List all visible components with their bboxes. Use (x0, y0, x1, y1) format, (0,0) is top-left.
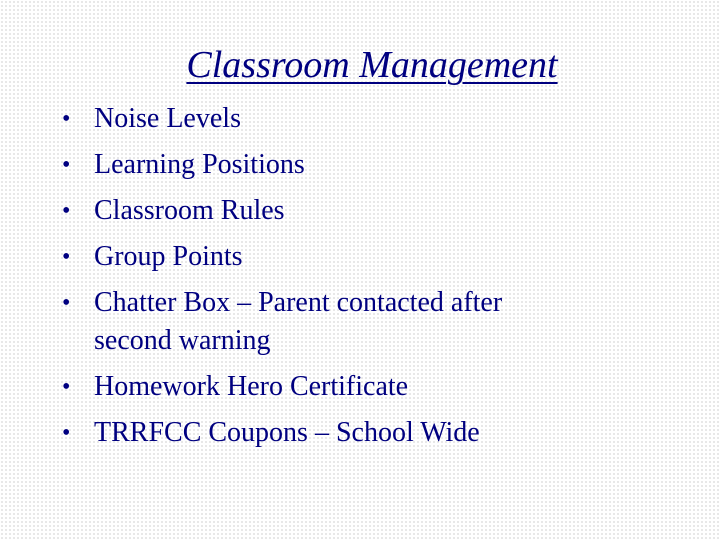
slide-title (0, 40, 720, 90)
bullet-label: Group Points (94, 241, 243, 272)
bullet-item-chatter-box (62, 284, 582, 360)
bullet-item-classroom-rules (62, 192, 582, 230)
bullet-icon: • (62, 106, 71, 132)
bullet-label: Chatter Box – Parent contacted after second warning (94, 287, 503, 356)
bullet-list (62, 100, 582, 460)
bullet-item-group-points (62, 238, 582, 276)
bullet-icon: • (62, 420, 71, 446)
bullet-icon: • (62, 152, 71, 178)
bullet-icon: • (62, 374, 71, 400)
bullet-icon: • (62, 244, 71, 270)
bullet-label: Noise Levels (94, 103, 241, 134)
bullet-item-noise-levels (62, 100, 582, 138)
bullet-item-trrfcc-coupons (62, 414, 582, 452)
bullet-label: TRRFCC Coupons – School Wide (94, 417, 480, 448)
bullet-item-homework-hero (62, 368, 582, 406)
slide-title-text: Classroom Management (186, 44, 558, 86)
bullet-item-learning-positions (62, 146, 582, 184)
bullet-icon: • (62, 198, 71, 224)
bullet-icon: • (62, 290, 71, 316)
bullet-label: Homework Hero Certificate (94, 371, 409, 402)
bullet-label: Classroom Rules (94, 195, 285, 226)
bullet-label: Learning Positions (94, 149, 305, 180)
